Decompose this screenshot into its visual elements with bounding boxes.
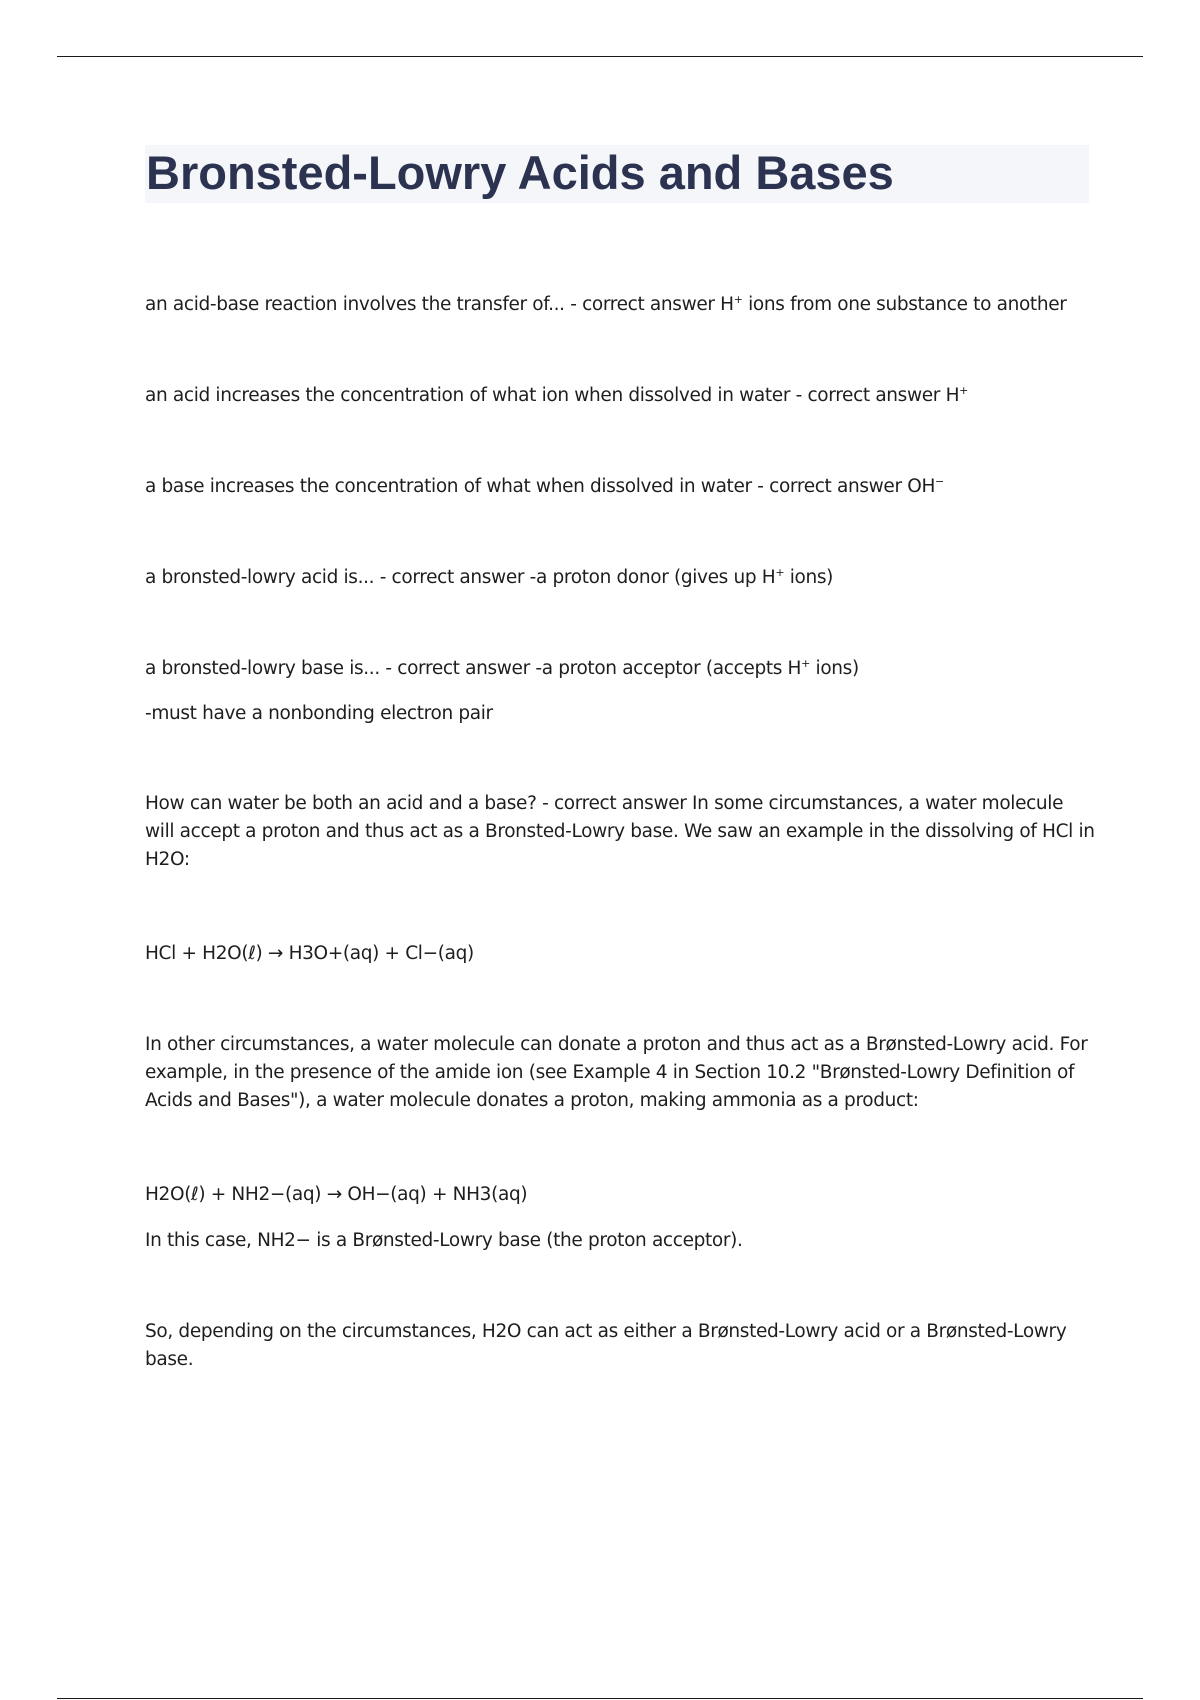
qa-acid-ion-sup: + xyxy=(959,384,969,397)
qa-bl-base xyxy=(145,655,1095,683)
equation-hcl: HCl + H2O(ℓ) → H3O+(aq) + Cl−(aq) xyxy=(145,943,474,964)
qa-base-ion-sup: − xyxy=(935,475,944,488)
qa-transfer-sup: + xyxy=(733,293,743,306)
qa-bl-acid-tail: ions) xyxy=(784,567,834,588)
page-title: Bronsted-Lowry Acids and Bases xyxy=(146,146,894,199)
qa-transfer-text: an acid-base reaction involves the transfer of... - correct answer H xyxy=(145,294,734,315)
qa-bl-acid-text: a bronsted-lowry acid is... - correct answer -a proton donor (gives up H xyxy=(145,567,776,588)
qa-base-ion-text: a base increases the concentration of what when dissolved in water - correct answer OH xyxy=(145,476,936,497)
paragraph-nh2-base: In this case, NH2− is a Brønsted-Lowry base (the proton acceptor). xyxy=(145,1230,743,1251)
qa-acid-ion xyxy=(145,382,1095,410)
qa-bl-acid xyxy=(145,564,1095,592)
qa-transfer-tail: ions from one substance to another xyxy=(742,294,1067,315)
qa-bl-base-note: -must have a nonbonding electron pair xyxy=(145,703,493,724)
bottom-rule xyxy=(57,1698,1143,1699)
paragraph-water-acid: In other circumstances, a water molecule can donate a proton and thus act as a Brønsted-Lowry acid. For example, in the presence of the amide ion (see Example 4 in Section 10.2 "Brønsted-Lowry Definition of Acids and Bases"), a water molecule donates a proton, making ammonia as a product: xyxy=(145,1034,1088,1111)
qa-base-ion xyxy=(145,473,1095,501)
equation-amide: H2O(ℓ) + NH2−(aq) → OH−(aq) + NH3(aq) xyxy=(145,1184,528,1205)
qa-bl-acid-sup: + xyxy=(775,566,785,579)
top-rule xyxy=(57,56,1143,57)
qa-bl-base-text: a bronsted-lowry base is... - correct answer -a proton acceptor (accepts H xyxy=(145,658,802,679)
qa-bl-base-tail: ions) xyxy=(810,658,859,679)
qa-acid-ion-text: an acid increases the concentration of what ion when dissolved in water - correct answer H xyxy=(145,385,960,406)
qa-bl-base-sup: + xyxy=(801,657,810,670)
qa-water-both: How can water be both an acid and a base? - correct answer In some circumstances, a water molecule will accept a proton and thus act as a Bronsted-Lowry base. We saw an example in the dissolving of HCl in H2O: xyxy=(145,793,1095,870)
qa-transfer xyxy=(145,291,1095,319)
paragraph-conclusion: So, depending on the circumstances, H2O can act as either a Brønsted-Lowry acid or a Brønsted-Lowry base. xyxy=(145,1321,1067,1370)
